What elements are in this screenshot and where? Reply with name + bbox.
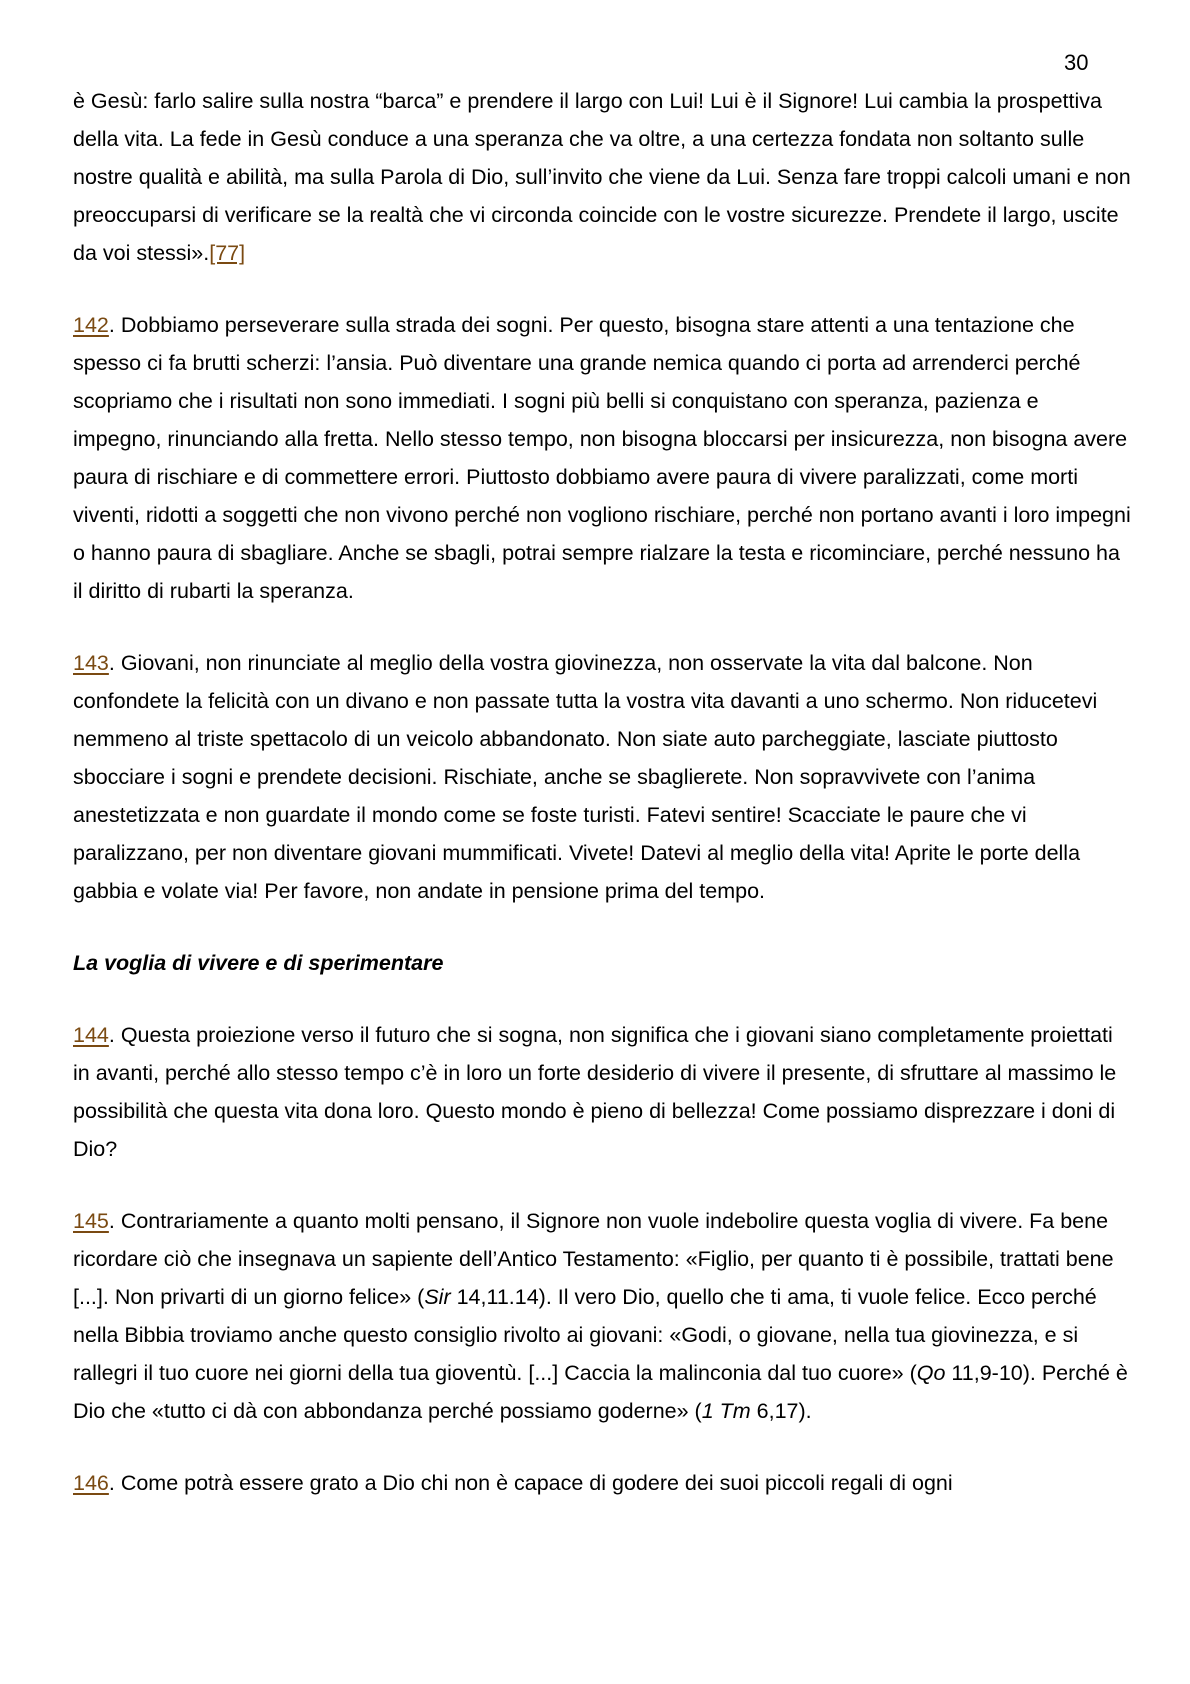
document-body	[73, 82, 1133, 1536]
paragraph-number-link-146[interactable]: 146	[73, 1471, 109, 1495]
paragraph-141-continued	[73, 82, 1133, 272]
paragraph-text: . Come potrà essere grato a Dio chi non è capace di godere dei suoi piccoli regali di ogni	[108, 1471, 953, 1495]
footnote-link-77[interactable]: [77]	[209, 241, 246, 265]
paragraph-146	[73, 1464, 1133, 1502]
paragraph-number-link-145[interactable]: 145	[73, 1209, 109, 1233]
paragraph-text: è Gesù: farlo salire sulla nostra “barca” e prendere il largo con Lui! Lui è il Signore! Lui cambia la prospettiva della vita. La fede in Gesù conduce a una speranza che va oltre, a una certezza fondata non soltanto sulle nostre qualità e abilità, ma sulla Parola di Dio, sull’invito che viene da Lui. Senza fare troppi calcoli umani e non preoccuparsi di verificare se la realtà che vi circonda coincide con le vostre sicurezze. Prendete il largo, uscite da voi stessi».	[73, 89, 1131, 265]
paragraph-145	[73, 1202, 1133, 1430]
citation-book: Qo	[916, 1361, 946, 1385]
paragraph-144	[73, 1016, 1133, 1168]
paragraph-number-link-142[interactable]: 142	[73, 313, 109, 337]
paragraph-142	[73, 306, 1133, 610]
paragraph-number-link-143[interactable]: 143	[73, 651, 109, 675]
paragraph-number-link-144[interactable]: 144	[73, 1023, 109, 1047]
paragraph-text: . Contrariamente a quanto molti pensano, il Signore non vuole indebolire questa voglia di vivere. Fa bene ricordare ciò che insegnava un sapiente dell’Antico Testamento: «Figlio, per quanto ti è possibile, trattati bene [...]. Non privarti di un giorno felice» (	[73, 1209, 1114, 1309]
paragraph-143	[73, 644, 1133, 910]
paragraph-text: 6,17).	[750, 1399, 812, 1423]
citation-book: 1 Tm	[701, 1399, 751, 1423]
paragraph-text: . Dobbiamo perseverare sulla strada dei sogni. Per questo, bisogna stare attenti a una tentazione che spesso ci fa brutti scherzi: l’ansia. Può diventare una grande nemica quando ci porta ad arrenderci perché scopriamo che i risultati non sono immediati. I sogni più belli si conquistano con speranza, pazienza e impegno, rinunciando alla fretta. Nello stesso tempo, non bisogna bloccarsi per insicurezza, non bisogna avere paura di rischiare e di commettere errori. Piuttosto dobbiamo avere paura di vivere paralizzati, come morti viventi, ridotti a soggetti che non vivono perché non vogliono rischiare, perché non portano avanti i loro impegni o hanno paura di sbagliare. Anche se sbagli, potrai sempre rialzare la testa e ricominciare, perché nessuno ha il diritto di rubarti la speranza.	[73, 313, 1131, 603]
paragraph-text: 11,9-10). Perché è Dio che «tutto ci dà con abbondanza perché possiamo goderne» (	[73, 1361, 1128, 1423]
paragraph-text: . Questa proiezione verso il futuro che si sogna, non significa che i giovani siano completamente proiettati in avanti, perché allo stesso tempo c’è in loro un forte desiderio di vivere il presente, di sfruttare al massimo le possibilità che questa vita dona loro. Questo mondo è pieno di bellezza! Come possiamo disprezzare i doni di Dio?	[73, 1023, 1117, 1161]
paragraph-text: . Giovani, non rinunciate al meglio della vostra giovinezza, non osservate la vita dal balcone. Non confondete la felicità con un divano e non passate tutta la vostra vita davanti a uno schermo. Non riducetevi nemmeno al triste spettacolo di un veicolo abbandonato. Non siate auto parcheggiate, lasciate piuttosto sbocciare i sogni e prendete decisioni. Rischiate, anche se sbaglierete. Non sopravvivete con l’anima anestetizzata e non guardate il mondo come se foste turisti. Fatevi sentire! Scacciate le paure che vi paralizzano, per non diventare giovani mummificati. Vivete! Datevi al meglio della vita! Aprite le porte della gabbia e volate via! Per favore, non andate in pensione prima del tempo.	[73, 651, 1098, 903]
section-heading: La voglia di vivere e di sperimentare	[73, 951, 444, 975]
paragraph-text: 14,11.14). Il vero Dio, quello che ti ama, ti vuole felice. Ecco perché nella Bibbia troviamo anche questo consiglio rivolto ai giovani: «Godi, o giovane, nella tua giovinezza, e si rallegri il tuo cuore nei giorni della tua gioventù. [...] Caccia la malinconia dal tuo cuore» (	[73, 1285, 1097, 1385]
page-number: 30	[1064, 50, 1089, 75]
citation-book: Sir	[424, 1285, 451, 1309]
